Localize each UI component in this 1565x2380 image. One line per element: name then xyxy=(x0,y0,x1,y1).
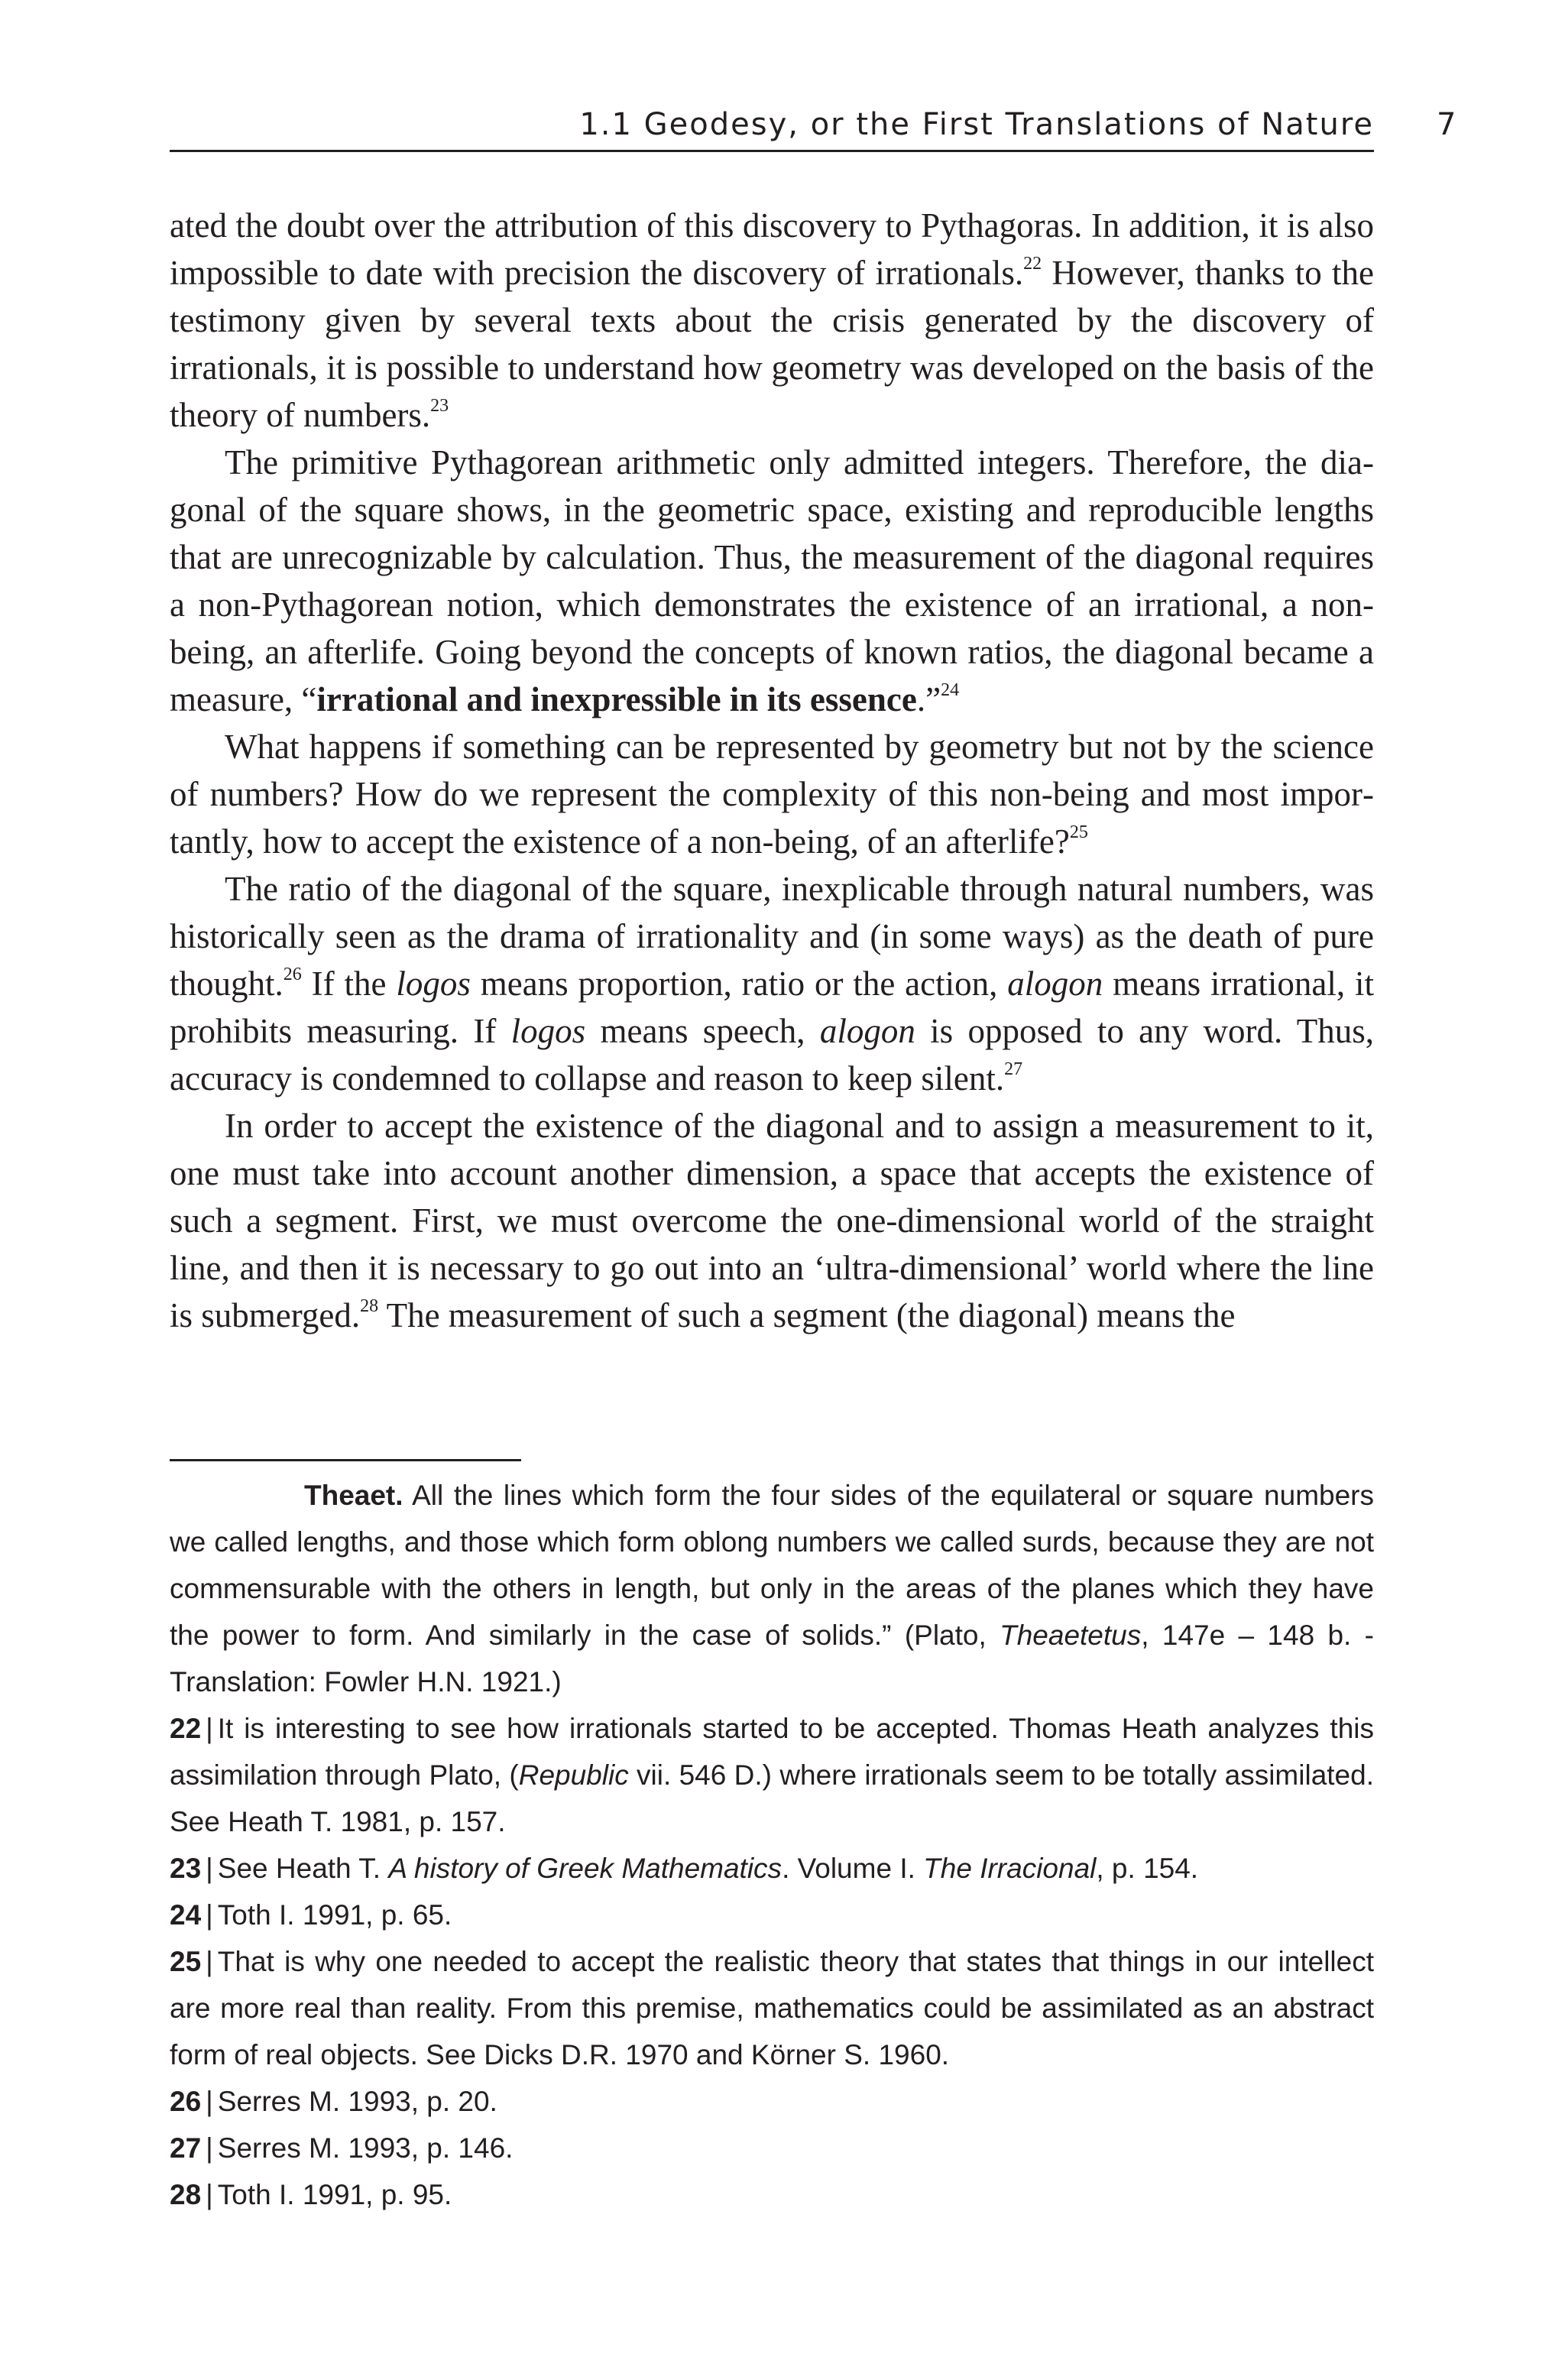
footnote-number: 25 xyxy=(170,1946,202,1977)
running-head: 1.1 Geodesy, or the First Translations of Nature xyxy=(579,107,1374,142)
footnote-separator: | xyxy=(206,1853,213,1884)
p2-end: .” xyxy=(916,680,941,718)
p1-text: ated the doubt over the attribution of this discovery to Pythagoras. In addition, it is also impossible to date with precision the discovery of irrationals. xyxy=(170,206,1374,292)
fn-cont-end: , 147e – 148 b. - Translation: Fowler H.N. 1921.) xyxy=(170,1620,1374,1697)
fn23-text: See Heath T. xyxy=(217,1853,389,1884)
p4-logos-2: logos xyxy=(510,1012,586,1050)
footnote-ref-23: 23 xyxy=(430,396,449,416)
footnote-separator: | xyxy=(206,1946,213,1977)
footnote-ref-27: 27 xyxy=(1004,1059,1023,1079)
footnote-ref-28: 28 xyxy=(360,1296,379,1316)
page-number: 7 xyxy=(1437,107,1456,142)
paragraph-3 xyxy=(170,723,1374,865)
p5-text: In order to accept the existence of the diagonal and to assign a measurement to it, one must take into account another dimension, a space that accepts the existence of such a segment. First, we must overcome the one-dimensional world of the straight line, and then it is necessary to go out into an ‘ultra-dimensional’ world where the line is submerged. xyxy=(170,1107,1374,1334)
fn26-text: Serres M. 1993, p. 20. xyxy=(217,2086,497,2117)
footnote-28 xyxy=(170,2171,1374,2218)
footnote-ref-24: 24 xyxy=(941,680,960,700)
footnote-separator: | xyxy=(206,2179,213,2210)
p3-text: What happens if something can be represented by geometry but not by the science of numbers? How do we represent the complexity of this non-being and most importantly, how to accept the existence of a non-being, of an afterlife? xyxy=(170,728,1374,861)
footnote-number: 26 xyxy=(170,2086,202,2117)
footnote-number: 22 xyxy=(170,1713,202,1744)
p4-text-3: means proportion, ratio or the action, xyxy=(470,965,1008,1003)
footnote-number: 24 xyxy=(170,1899,202,1931)
fn22-text-2: vii. 546 D.) where irrationals seem to be totally assimilated. See Heath T. 1981, p. 157. xyxy=(170,1759,1374,1837)
footnote-separator: | xyxy=(206,1899,213,1931)
footnote-number: 27 xyxy=(170,2132,202,2164)
p4-text-5: means speech, xyxy=(585,1012,820,1050)
page-header xyxy=(170,99,1374,152)
speaker-label: Theaet. xyxy=(304,1480,403,1511)
footnote-22 xyxy=(170,1705,1374,1845)
fn23-italic-2: The Irracional xyxy=(923,1853,1097,1884)
p4-text-2: If the xyxy=(301,965,397,1003)
paragraph-2 xyxy=(170,439,1374,723)
footnote-26 xyxy=(170,2078,1374,2125)
fn22-italic: Republic xyxy=(518,1759,629,1791)
p4-alogon-1: alogon xyxy=(1007,965,1103,1003)
footnote-ref-22: 22 xyxy=(1023,254,1042,274)
fn28-text: Toth I. 1991, p. 95. xyxy=(217,2179,452,2210)
main-text xyxy=(170,202,1374,1339)
p4-text-4: means irrational, it prohibits measuring. If xyxy=(170,965,1374,1050)
footnote-number: 23 xyxy=(170,1853,202,1884)
paragraph-4 xyxy=(170,865,1374,1102)
fn24-text: Toth I. 1991, p. 65. xyxy=(217,1899,452,1931)
p4-alogon-2: alogon xyxy=(819,1012,915,1050)
p4-logos-1: logos xyxy=(396,965,471,1003)
footnote-separator: | xyxy=(206,1713,213,1744)
footnote-24 xyxy=(170,1892,1374,1938)
fn27-text: Serres M. 1993, p. 146. xyxy=(217,2132,514,2164)
p4-text-6: is opposed to any word. Thus, accuracy is condemned to collapse and reason to keep silent. xyxy=(170,1012,1374,1098)
p2-text: The primitive Pythagorean arithmetic only admitted integers. Therefore, the diagonal of the square shows, in the geometric space, existing and reproducible lengths that are unrecognizable by calculation. Thus, the measurement of the diagonal requires a non-Pythagorean notion, which demonstrates the existence of an irrational, a non-being, an afterlife. Going beyond the concepts of known ratios, the diagonal became a measure, “ xyxy=(170,443,1374,718)
fn-cont-title: Theaetetus xyxy=(1000,1620,1142,1651)
footnote-ref-25: 25 xyxy=(1069,822,1088,842)
paragraph-5 xyxy=(170,1102,1374,1339)
fn25-text: That is why one needed to accept the realistic theory that states that things in our intellect are more real than reality. From this premise, mathematics could be assimilated as an abstract form of real objects. See Dicks D.R. 1970 and Körner S. 1960. xyxy=(170,1946,1374,2070)
fn23-text-3: , p. 154. xyxy=(1096,1853,1199,1884)
footnote-rule xyxy=(170,1459,521,1461)
footnote-27 xyxy=(170,2125,1374,2171)
footnote-separator: | xyxy=(206,2086,213,2117)
p5-text-2: The measurement of such a segment (the diagonal) means the xyxy=(378,1296,1236,1334)
p1-text-2: However, thanks to the testimony given by several texts about the crisis generated by the discovery of irrationals, it is possible to understand how geometry was developed on the basis of the theory of numbers. xyxy=(170,254,1374,434)
fn-cont-text: All the lines which form the four sides of the equilateral or square numbers we called lengths, and those which form oblong numbers we called surds, because they are not commensurable with the others in length, but only in the areas of the planes which they have the power to form. And similarly in the case of solids.” (Plato, xyxy=(170,1480,1374,1651)
p2-bold-quote: irrational and inexpressible in its essence xyxy=(316,680,917,718)
footnotes xyxy=(170,1472,1374,2218)
footnote-separator: | xyxy=(206,2132,213,2164)
footnote-ref-26: 26 xyxy=(283,965,302,984)
footnote-23 xyxy=(170,1845,1374,1892)
fn22-text: It is interesting to see how irrationals started to be accepted. Thomas Heath analyzes this assimilation through Plato, ( xyxy=(170,1713,1374,1791)
footnote-25 xyxy=(170,1938,1374,2078)
footnote-number: 28 xyxy=(170,2179,202,2210)
paragraph-1 xyxy=(170,202,1374,439)
fn23-italic-1: A history of Greek Mathematics xyxy=(388,1853,782,1884)
fn23-text-2: . Volume I. xyxy=(782,1853,924,1884)
footnote-continuation xyxy=(170,1472,1374,1705)
p4-text-1: The ratio of the diagonal of the square, inexplicable through natural numbers, was historically seen as the drama of irrationality and (in some ways) as the death of pure thought. xyxy=(170,870,1374,1003)
